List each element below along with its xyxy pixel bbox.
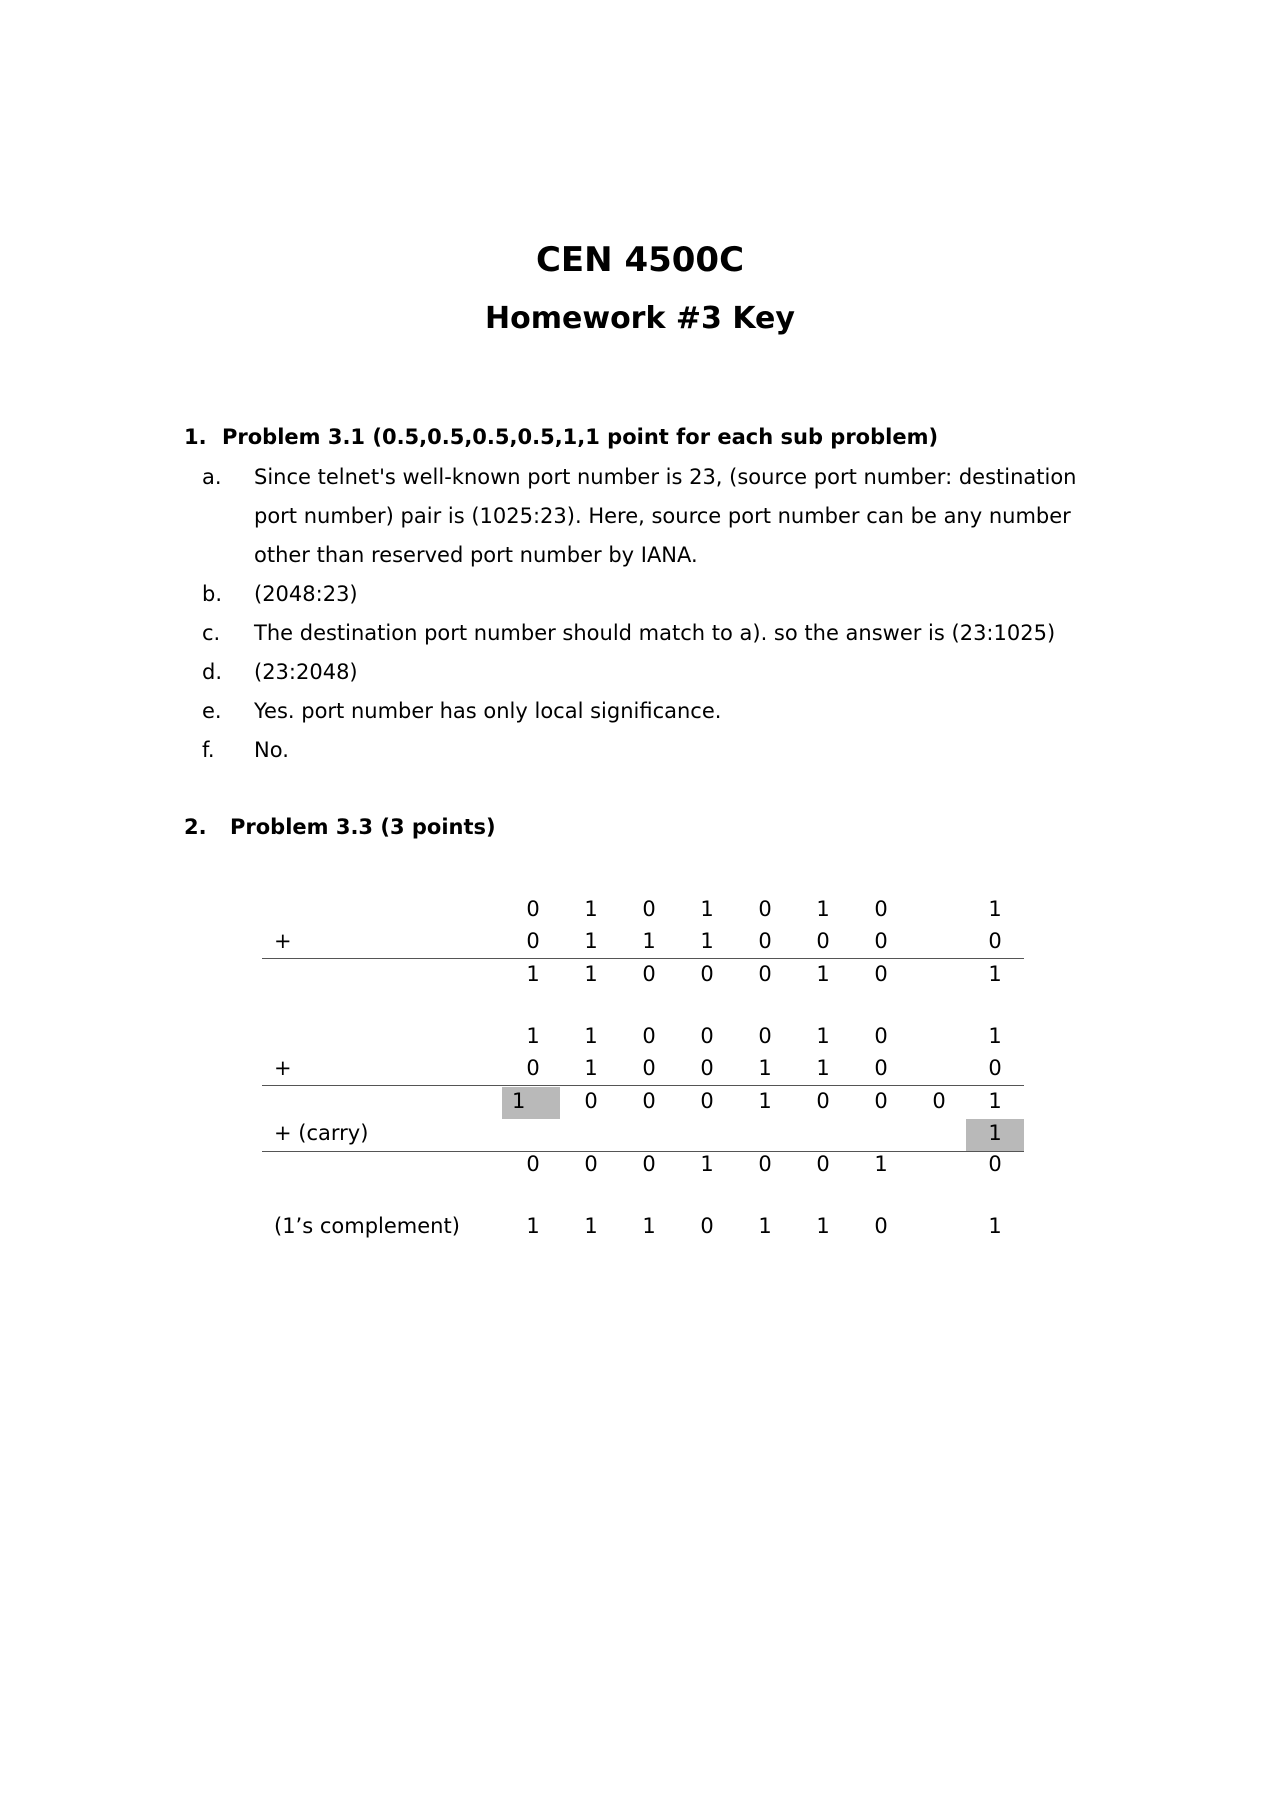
bit-cell: 0 <box>642 897 656 921</box>
bit-cell: 0 <box>932 1089 946 1113</box>
bit-cell: 0 <box>700 1214 714 1238</box>
bit-cell: 0 <box>758 897 772 921</box>
problem-2-title: Problem 3.3 (3 points) <box>230 815 496 839</box>
bit-cell: 1 <box>816 962 830 986</box>
bit-cell: 0 <box>874 897 888 921</box>
bit-cell: 0 <box>700 1089 714 1113</box>
bit-cell: 0 <box>874 929 888 953</box>
sub-text: The destination port number should match to a). so the answer is (23:1025) <box>254 621 1056 645</box>
bit-cell: 0 <box>816 1152 830 1176</box>
bit-cell: 0 <box>816 929 830 953</box>
bit-cell: 1 <box>988 897 1002 921</box>
sub-text: No. <box>254 738 289 762</box>
sub-answer-b <box>202 575 1102 614</box>
problem-1-number: 1. <box>184 425 207 449</box>
sub-letter: c. <box>202 621 221 645</box>
sum-rule <box>262 958 1024 959</box>
bit-cell: 1 <box>642 1214 656 1238</box>
bit-cell: 0 <box>758 1024 772 1048</box>
bit-cell: 0 <box>874 1214 888 1238</box>
bit-cell: 1 <box>816 897 830 921</box>
carry-bit: 1 <box>966 1119 1024 1151</box>
bit-cell: 0 <box>584 1089 598 1113</box>
bit-cell: 1 <box>988 962 1002 986</box>
problem-2-number: 2. <box>184 815 207 839</box>
problem-2-heading <box>184 815 496 839</box>
sub-answer-c <box>202 614 1102 653</box>
bit-cell: 0 <box>642 1089 656 1113</box>
bit-cell: 1 <box>758 1056 772 1080</box>
bit-cell: 0 <box>874 962 888 986</box>
calc-row-second-word <box>262 927 1024 955</box>
bit-cell: 0 <box>816 1089 830 1113</box>
bit-cell: 0 <box>700 1056 714 1080</box>
sub-text: (23:2048) <box>254 660 358 684</box>
bit-cell: 0 <box>758 929 772 953</box>
bit-cell: 1 <box>584 1214 598 1238</box>
bit-cell: 1 <box>700 929 714 953</box>
course-title: CEN 4500C <box>535 240 745 280</box>
sub-answer-d <box>202 653 1102 692</box>
bit-cell: 0 <box>584 1152 598 1176</box>
sub-letter: d. <box>202 660 223 684</box>
bit-cell: 0 <box>642 1152 656 1176</box>
bit-cell: 0 <box>642 962 656 986</box>
bit-cell: 1 <box>988 1089 1002 1113</box>
problem-1-answers <box>202 458 1102 770</box>
bit-cell: 1 <box>988 1214 1002 1238</box>
sub-letter: b. <box>202 582 223 606</box>
bit-cell: 1 <box>816 1214 830 1238</box>
sub-letter: e. <box>202 699 222 723</box>
bit-cell: 0 <box>874 1024 888 1048</box>
bit-cell: 0 <box>642 1056 656 1080</box>
plus-sign: + <box>274 1056 292 1080</box>
sub-answer-a <box>202 458 1102 575</box>
assignment-title: Homework #3 Key <box>485 301 795 336</box>
carry-label: + (carry) <box>274 1121 369 1145</box>
bit-cell: 1 <box>816 1056 830 1080</box>
calc-row-partial-sum-repeat <box>262 1022 1024 1050</box>
bit-cell: 0 <box>874 1056 888 1080</box>
bit-cell: 0 <box>758 962 772 986</box>
bit-cell: 0 <box>700 962 714 986</box>
calc-row-overflow-sum <box>262 1087 1024 1115</box>
bit-cell: 0 <box>988 1056 1002 1080</box>
bit-cell: 1 <box>584 1056 598 1080</box>
problem-1-title: Problem 3.1 (0.5,0.5,0.5,0.5,1,1 point for each sub problem) <box>222 425 939 449</box>
overflow-bit: 1 <box>502 1087 560 1119</box>
calc-row-ones-complement <box>262 1212 1024 1240</box>
bit-cell: 0 <box>988 929 1002 953</box>
bit-cell: 0 <box>874 1089 888 1113</box>
sub-letter: f. <box>202 738 215 762</box>
bit-cell: 0 <box>526 929 540 953</box>
bit-cell: 0 <box>700 1024 714 1048</box>
calc-row-first-word <box>262 895 1024 923</box>
bit-cell: 0 <box>526 1056 540 1080</box>
bit-cell: 1 <box>816 1024 830 1048</box>
bit-cell: 1 <box>700 897 714 921</box>
sub-text: (2048:23) <box>254 582 358 606</box>
sub-text: Yes. port number has only local significance. <box>254 699 722 723</box>
ones-complement-label: (1’s complement) <box>274 1214 460 1238</box>
bit-cell: 1 <box>758 1089 772 1113</box>
sub-answer-e <box>202 692 1102 731</box>
sub-text: Since telnet's well-known port number is 23, (source port number: destination port number) pair is (1025:23). Here, source port number can be any number other than reserved port number by IANA. <box>254 465 1077 567</box>
sub-answer-f <box>202 731 1102 770</box>
bit-cell: 1 <box>584 962 598 986</box>
sum-rule <box>262 1085 1024 1086</box>
bit-cell: 1 <box>642 929 656 953</box>
bit-cell: 0 <box>758 1152 772 1176</box>
bit-cell: 1 <box>758 1214 772 1238</box>
plus-sign: + <box>274 929 292 953</box>
bit-cell: 1 <box>526 1214 540 1238</box>
problem-1-heading <box>184 425 938 449</box>
calc-row-third-word <box>262 1054 1024 1082</box>
bit-cell: 1 <box>526 962 540 986</box>
bit-cell: 0 <box>642 1024 656 1048</box>
bit-cell: 0 <box>988 1152 1002 1176</box>
bit-cell: 0 <box>526 1152 540 1176</box>
checksum-calculation <box>262 895 1024 1255</box>
bit-cell: 1 <box>874 1152 888 1176</box>
bit-cell: 0 <box>526 897 540 921</box>
bit-cell: 1 <box>526 1024 540 1048</box>
bit-cell: 1 <box>584 1024 598 1048</box>
calc-row-carry <box>262 1119 1024 1151</box>
bit-cell: 1 <box>700 1152 714 1176</box>
bit-cell: 1 <box>584 897 598 921</box>
bit-cell: 1 <box>988 1024 1002 1048</box>
calc-row-sum <box>262 1150 1024 1178</box>
sub-letter: a. <box>202 465 222 489</box>
bit-cell: 1 <box>584 929 598 953</box>
calc-row-partial-sum <box>262 960 1024 988</box>
